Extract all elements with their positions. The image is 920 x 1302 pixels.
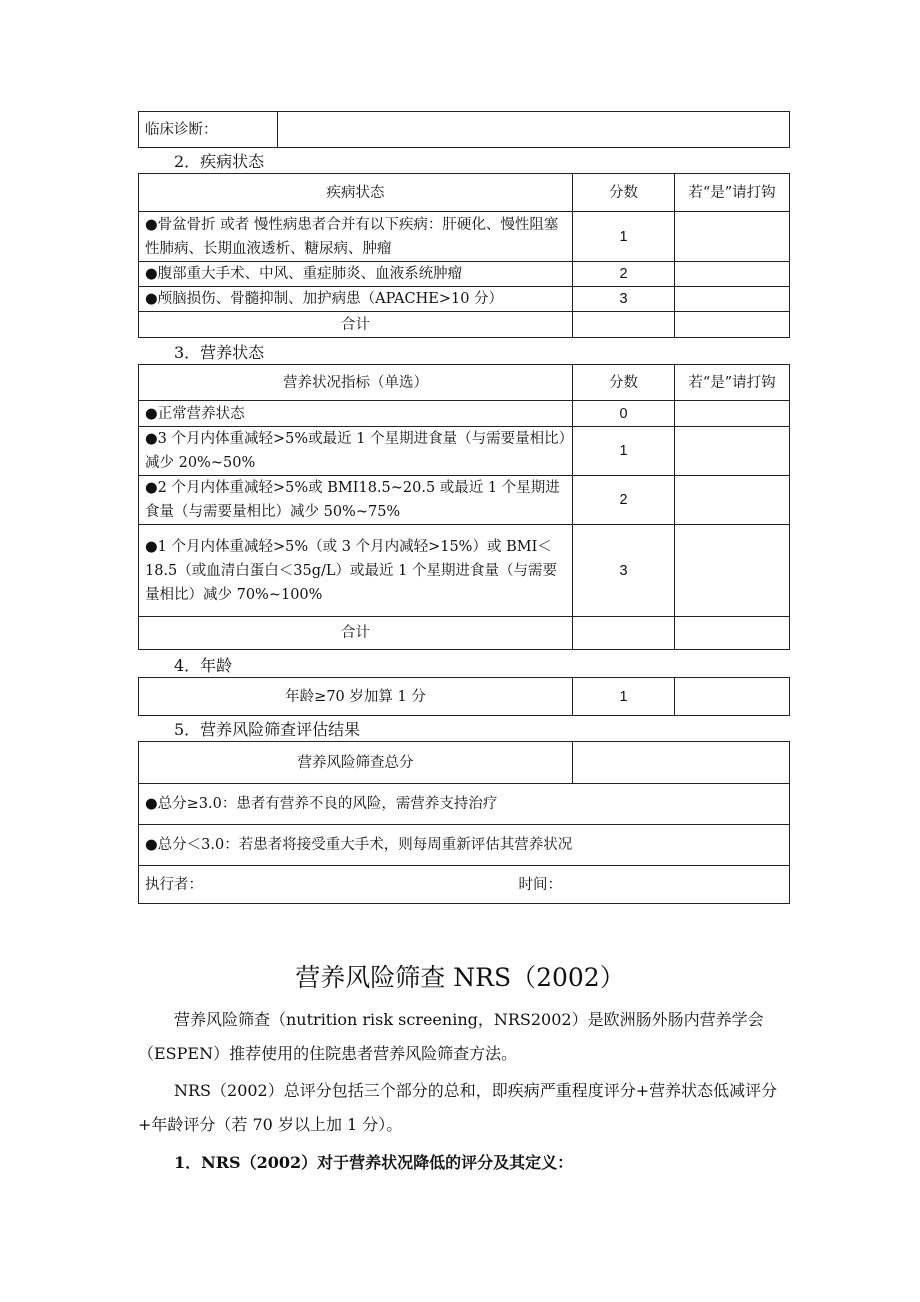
table-row (139, 476, 790, 525)
nutrition-row-check[interactable] (675, 427, 790, 476)
section3-heading: 3．营养状态 (174, 343, 265, 362)
section4-heading: 4．年龄 (174, 656, 233, 675)
result-total-value[interactable] (573, 742, 790, 784)
nutrition-header-indicator: 营养状况指标（单选） (139, 365, 573, 401)
disease-row-text: ●腹部重大手术、中风、重症肺炎、血液系统肿瘤 (139, 262, 573, 287)
nutrition-header-score: 分数 (573, 365, 675, 401)
age-row-text: 年龄≥70 岁加算 1 分 (139, 678, 573, 716)
clinical-diagnosis-label: 临床诊断： (139, 112, 278, 148)
disease-row-check[interactable] (675, 212, 790, 262)
nutrition-row-check[interactable] (675, 401, 790, 427)
section5-heading: 5．营养风险筛查评估结果 (174, 720, 361, 739)
nutrition-row-score: 1 (573, 427, 675, 476)
nutrition-row-score: 0 (573, 401, 675, 427)
section2-heading: 2．疾病状态 (174, 152, 265, 171)
nutrition-row-check[interactable] (675, 525, 790, 617)
disease-row-score: 3 (573, 287, 675, 312)
table-row (139, 401, 790, 427)
nutrition-total-check[interactable] (675, 617, 790, 650)
article-paragraph-1: 营养风险筛查（nutrition risk screening，NRS2002）是欧洲肠外肠内营养学会（ESPEN）推荐使用的住院患者营养风险筛查方法。 (138, 1010, 764, 1063)
nutrition-total-score[interactable] (573, 617, 675, 650)
table-row (139, 262, 790, 287)
table-row (139, 312, 790, 338)
nutrition-row-check[interactable] (675, 476, 790, 525)
disease-status-table (138, 173, 790, 338)
nutrition-header-check: 若“是”请打钩 (675, 365, 790, 401)
nutrition-row-text: ●2 个月内体重减轻>5%或 BMI18.5~20.5 或最近 1 个星期进食量（与需要量相比）减少 50%~75% (139, 476, 573, 525)
nutrition-row-text: ●正常营养状态 (139, 401, 573, 427)
nutrition-total-label: 合计 (139, 617, 573, 650)
table-row (139, 525, 790, 617)
disease-header-status: 疾病状态 (139, 174, 573, 212)
time-label: 时间： (518, 876, 562, 893)
disease-row-check[interactable] (675, 262, 790, 287)
article-title: 营养风险筛查 NRS（2002） (295, 963, 625, 992)
disease-total-label: 合计 (139, 312, 573, 338)
disease-total-check[interactable] (675, 312, 790, 338)
nutrition-status-table (138, 364, 790, 650)
nutrition-row-score: 3 (573, 525, 675, 617)
disease-header-check: 若“是”请打钩 (675, 174, 790, 212)
nutrition-row-text: ●3 个月内体重减轻>5%或最近 1 个星期进食量（与需要量相比）减少 20%~50% (139, 427, 573, 476)
nutrition-row-text: ●1 个月内体重减轻>5%（或 3 个月内减轻>15%）或 BMI＜18.5（或血清白蛋白＜35g/L）或最近 1 个星期进食量（与需要量相比）减少 70%~100% (139, 525, 573, 617)
clinical-diagnosis-value[interactable] (278, 112, 790, 148)
disease-total-score[interactable] (573, 312, 675, 338)
article-subheading: 1．NRS（2002）对于营养状况降低的评分及其定义： (174, 1153, 574, 1172)
table-row (139, 678, 790, 716)
result-table (138, 741, 790, 904)
disease-row-text: ●颅脑损伤、骨髓抑制、加护病患（APACHE>10 分） (139, 287, 573, 312)
disease-row-score: 2 (573, 262, 675, 287)
signature-row (139, 866, 790, 904)
result-high-risk: ●总分≥3.0：患者有营养不良的风险，需营养支持治疗 (139, 784, 790, 825)
age-row-score: 1 (573, 678, 675, 716)
executor-label: 执行者： (145, 876, 203, 893)
table-row (139, 212, 790, 262)
age-table (138, 677, 790, 716)
article-paragraph-2: NRS（2002）总评分包括三个部分的总和，即疾病严重程度评分+营养状态低减评分+年龄评分（若 70 岁以上加 1 分）。 (138, 1081, 778, 1134)
table-row (139, 617, 790, 650)
disease-header-score: 分数 (573, 174, 675, 212)
table-row (139, 427, 790, 476)
result-low-risk: ●总分＜3.0：若患者将接受重大手术，则每周重新评估其营养状况 (139, 825, 790, 866)
clinical-diagnosis-table (138, 111, 790, 148)
result-total-label: 营养风险筛查总分 (139, 742, 573, 784)
nutrition-row-score: 2 (573, 476, 675, 525)
disease-row-text: ●骨盆骨折 或者 慢性病患者合并有以下疾病：肝硬化、慢性阻塞性肺病、长期血液透析、糖尿病、肿瘤 (139, 212, 573, 262)
disease-row-check[interactable] (675, 287, 790, 312)
age-row-check[interactable] (675, 678, 790, 716)
disease-row-score: 1 (573, 212, 675, 262)
table-row (139, 287, 790, 312)
